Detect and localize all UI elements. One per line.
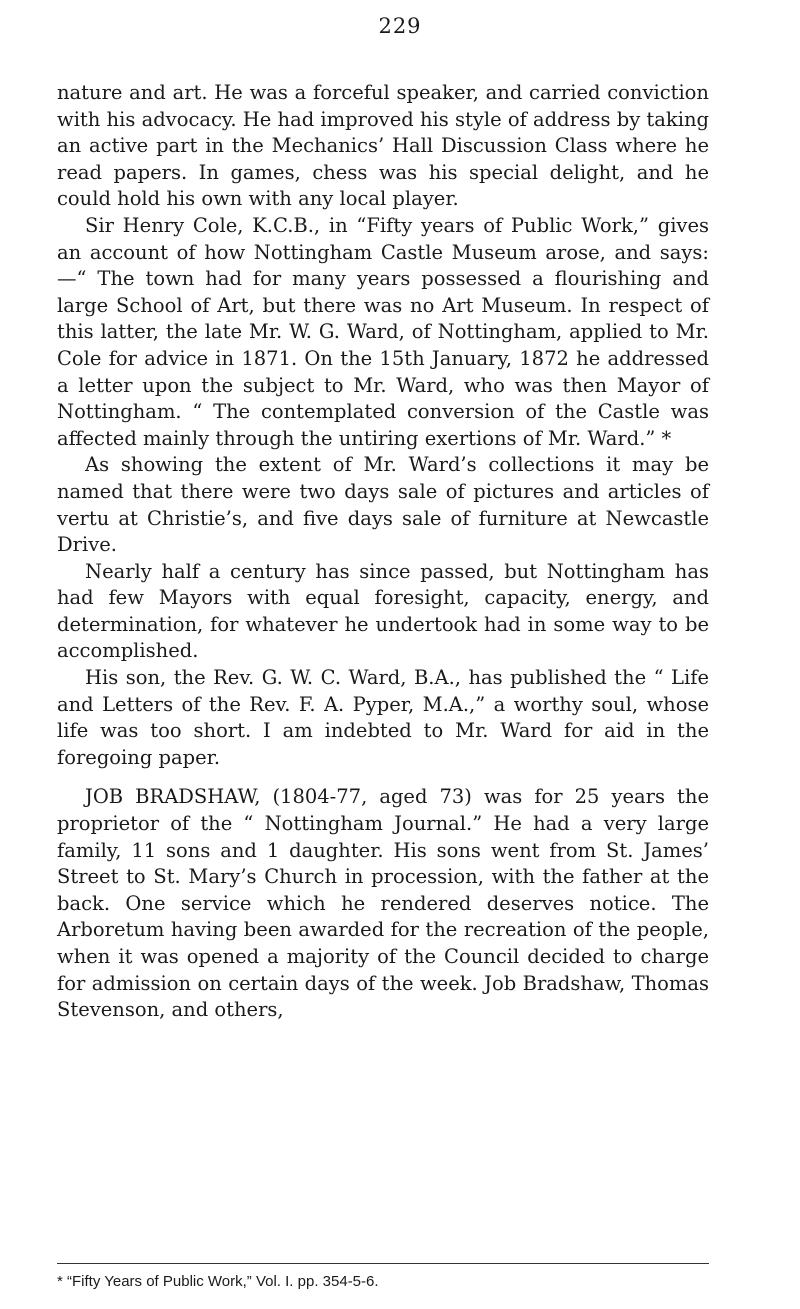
paragraph-job-bradshaw: JOB BRADSHAW, (1804-77, aged 73) was for 25 years the proprietor of the “ Nottingham Journal.” He had a very large family, 11 sons and 1 daughter. His sons went from St. James’ Street to St. Mary’s Church in procession, with the father at the back. One service which he rendered deserves notice. The Arboretum having been awarded for the recreation of the people, when it was opened a majority of the Council decided to charge for admission on certain days of the week. Job Bradshaw, Thomas Stevenson, and others, [57, 785, 709, 1022]
body-text [57, 80, 709, 1024]
footnote-divider [57, 1263, 709, 1264]
page-number: 229 [378, 14, 422, 38]
paragraph-henry-cole: Sir Henry Cole, K.C.B., in “Fifty years of Public Work,” gives an account of how Nottingham Castle Museum arose, and says:—“ The town had for many years possessed a flourishing and large School of Art, but there was no Art Museum. In respect of this latter, the late Mr. W. G. Ward, of Nottingham, applied to Mr. Cole for advice in 1871. On the 15th January, 1872 he addressed a letter upon the subject to Mr. Ward, who was then Mayor of Nottingham. “ The contemplated conversion of the Castle was affected mainly through the untiring exertions of Mr. Ward.” * [57, 213, 709, 450]
paragraph-rev-ward: His son, the Rev. G. W. C. Ward, B.A., has published the “ Life and Letters of the Rev. F. A. Pyper, M.A.,” a worthy soul, whose life was too short. I am indebted to Mr. Ward for aid in the foregoing paper. [57, 666, 709, 769]
paragraph-continuation: nature and art. He was a forceful speaker, and carried conviction with his advocacy. He had improved his style of address by taking an active part in the Mechanics’ Hall Discussion Class where he read papers. In games, chess was his special delight, and he could hold his own with any local player. [57, 81, 709, 211]
footnote: * “Fifty Years of Public Work,” Vol. I. pp. 354-5-6. [57, 1273, 379, 1290]
paragraph-mayors: Nearly half a century has since passed, but Nottingham has had few Mayors with equal foresight, capacity, energy, and determination, for whatever he undertook had in some way to be accomplished. [57, 559, 709, 663]
paragraph-ward-collections: As showing the extent of Mr. Ward’s collections it may be named that there were two days sale of pictures and articles of vertu at Christie’s, and five days sale of furniture at Newcastle Drive. [57, 453, 709, 557]
